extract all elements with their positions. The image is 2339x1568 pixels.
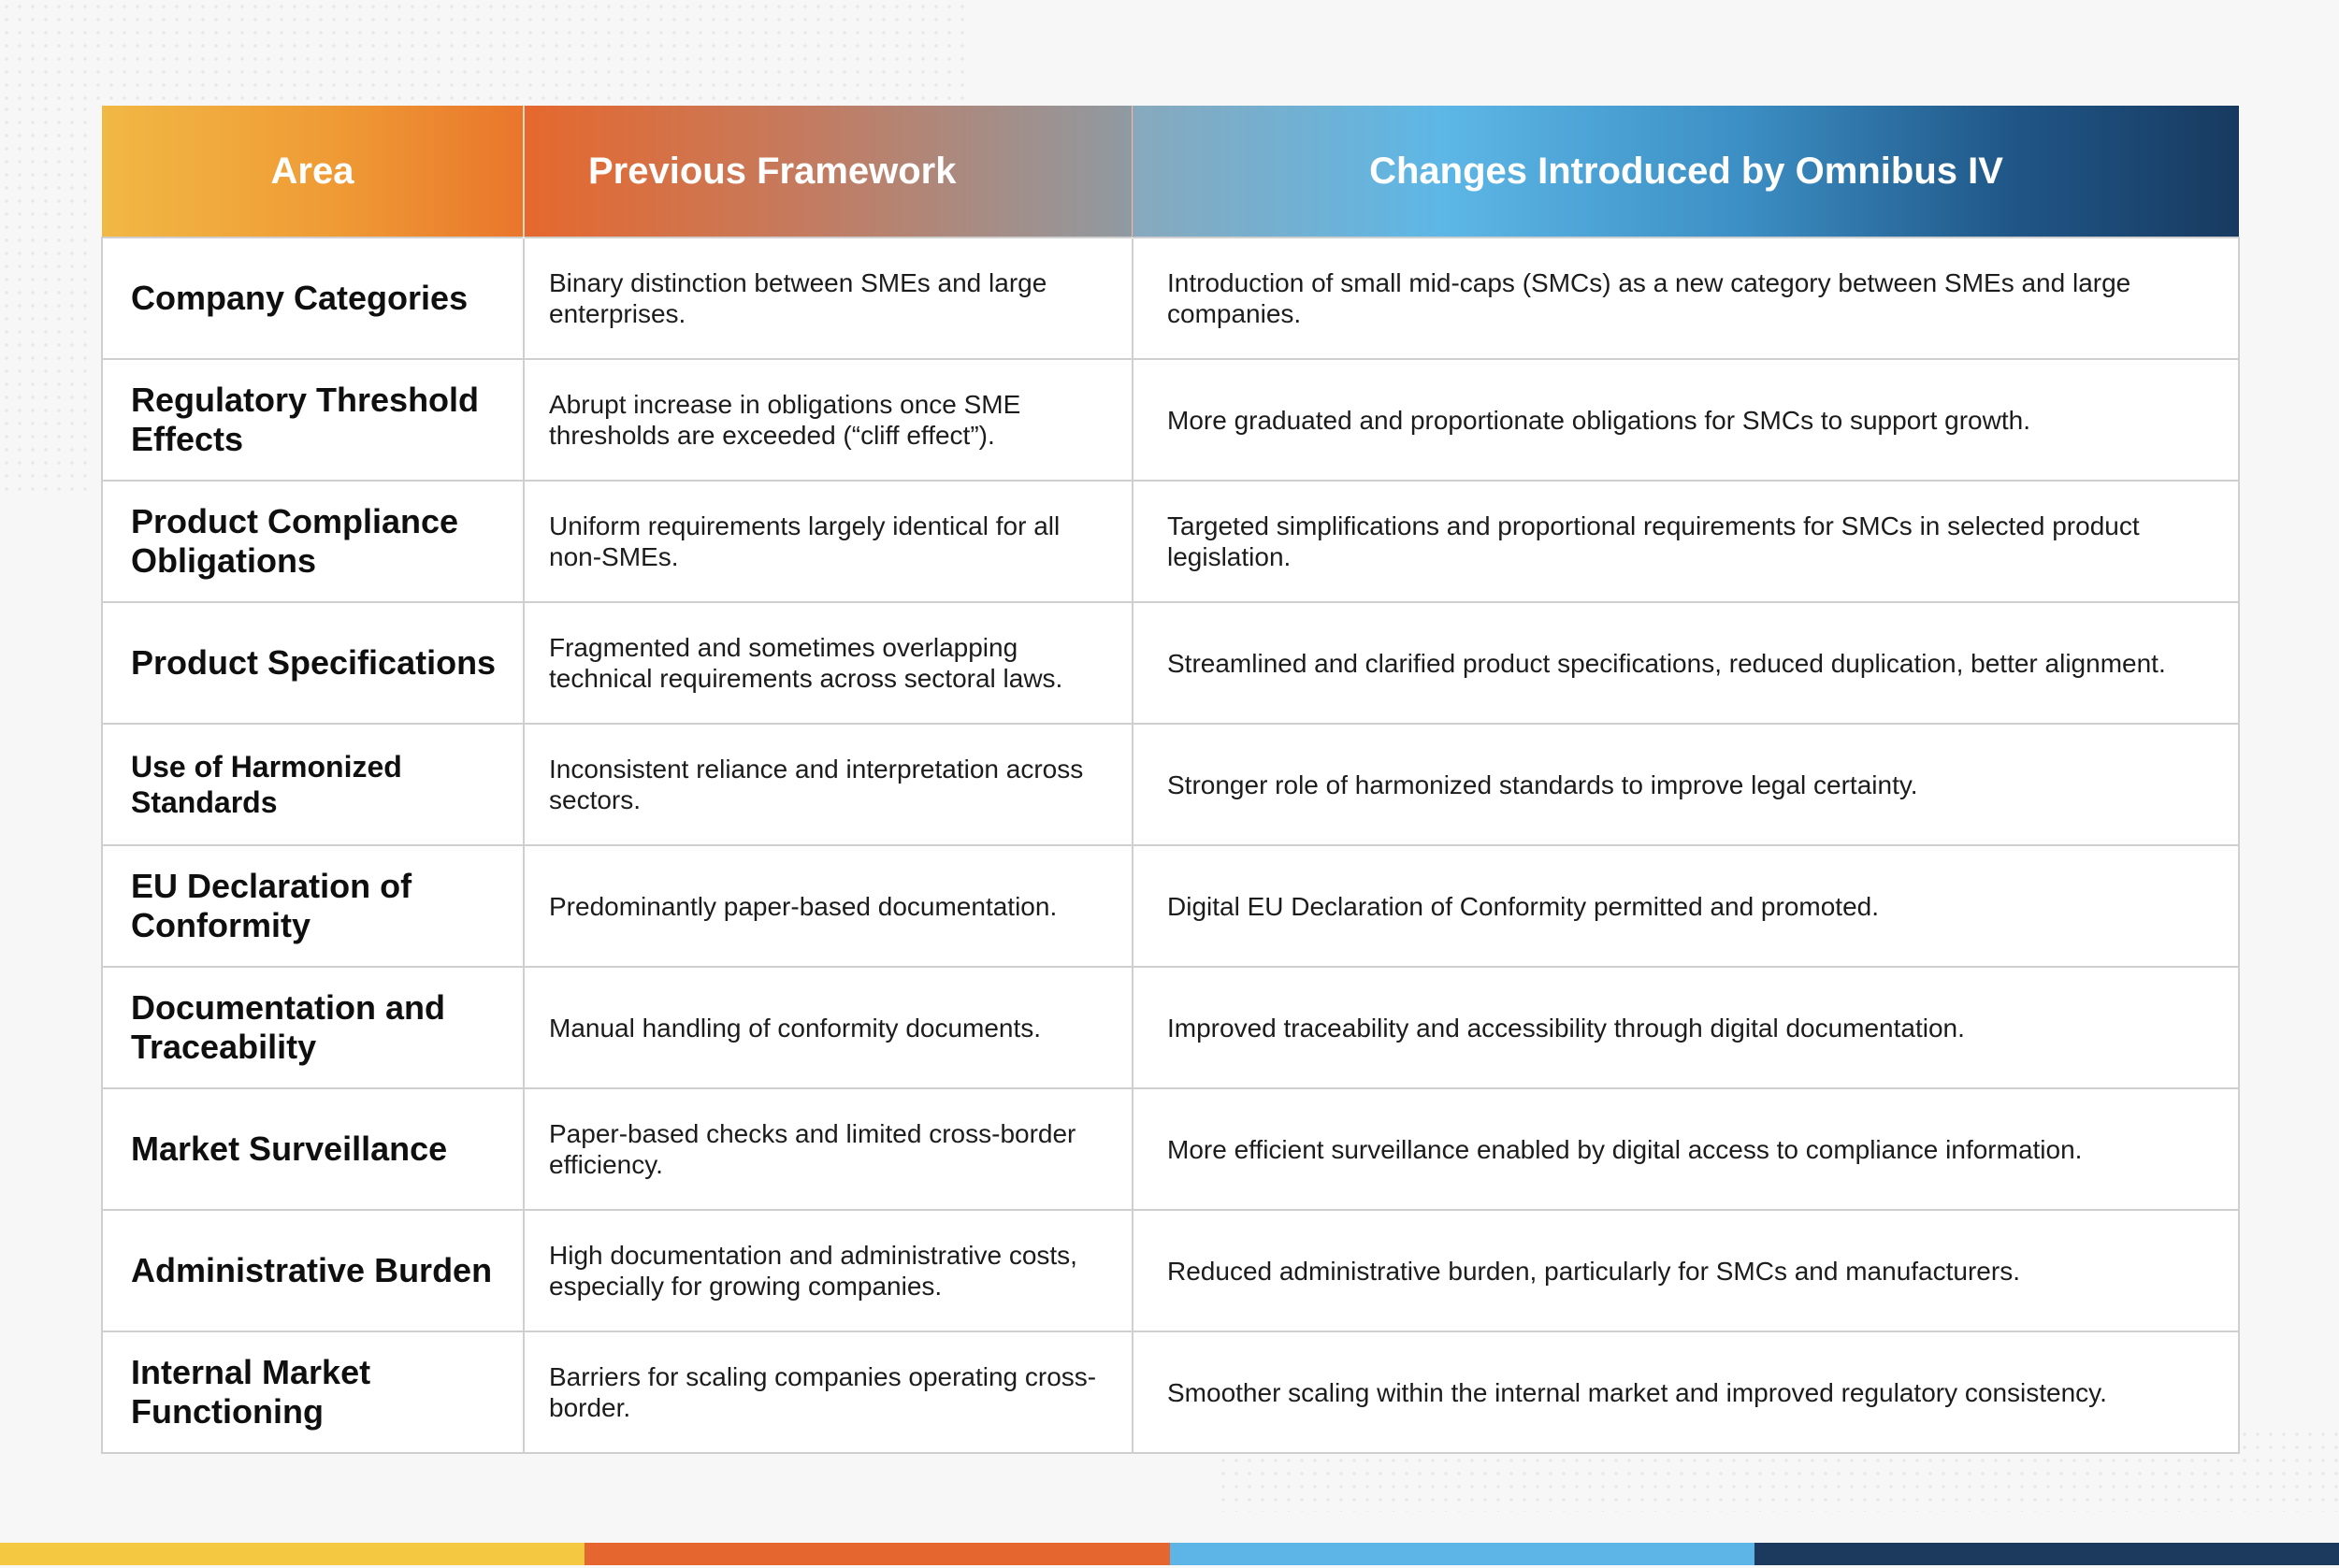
table-row bbox=[102, 481, 2239, 602]
comparison-table bbox=[101, 106, 2240, 1454]
changes-cell: Smoother scaling within the internal market and improved regulatory consistency. bbox=[1133, 1331, 2239, 1453]
previous-cell: Paper-based checks and limited cross-border efficiency. bbox=[524, 1088, 1133, 1210]
area-cell: Product Compliance Obligations bbox=[102, 481, 524, 602]
changes-cell: Stronger role of harmonized standards to improve legal certainty. bbox=[1133, 724, 2239, 845]
table-row bbox=[102, 845, 2239, 967]
previous-cell: Predominantly paper-based documentation. bbox=[524, 845, 1133, 967]
table-row bbox=[102, 1331, 2239, 1453]
previous-cell: High documentation and administrative costs, especially for growing companies. bbox=[524, 1210, 1133, 1331]
table-row bbox=[102, 1210, 2239, 1331]
area-cell: Market Surveillance bbox=[102, 1088, 524, 1210]
changes-cell: Digital EU Declaration of Conformity permitted and promoted. bbox=[1133, 845, 2239, 967]
changes-cell: More efficient surveillance enabled by digital access to compliance information. bbox=[1133, 1088, 2239, 1210]
previous-cell: Barriers for scaling companies operating cross-border. bbox=[524, 1331, 1133, 1453]
dot-pattern-top-left bbox=[0, 0, 973, 103]
area-cell: Use of Harmonized Standards bbox=[102, 724, 524, 845]
area-cell: Company Categories bbox=[102, 237, 524, 359]
changes-cell: More graduated and proportionate obligations for SMCs to support growth. bbox=[1133, 359, 2239, 481]
area-cell: Internal Market Functioning bbox=[102, 1331, 524, 1453]
header-area: Area bbox=[102, 106, 524, 237]
changes-cell: Improved traceability and accessibility through digital documentation. bbox=[1133, 967, 2239, 1088]
bar-segment-navy bbox=[1754, 1543, 2339, 1565]
area-cell: Documentation and Traceability bbox=[102, 967, 524, 1088]
bar-segment-orange bbox=[585, 1543, 1169, 1565]
changes-cell: Introduction of small mid-caps (SMCs) as a new category between SMEs and large companies. bbox=[1133, 237, 2239, 359]
previous-cell: Fragmented and sometimes overlapping technical requirements across sectoral laws. bbox=[524, 602, 1133, 724]
changes-cell: Targeted simplifications and proportional requirements for SMCs in selected product legislation. bbox=[1133, 481, 2239, 602]
table-body bbox=[102, 237, 2239, 1453]
previous-cell: Inconsistent reliance and interpretation across sectors. bbox=[524, 724, 1133, 845]
table-row bbox=[102, 359, 2239, 481]
area-cell: Product Specifications bbox=[102, 602, 524, 724]
changes-cell: Reduced administrative burden, particularly for SMCs and manufacturers. bbox=[1133, 1210, 2239, 1331]
area-cell: Administrative Burden bbox=[102, 1210, 524, 1331]
table-row bbox=[102, 724, 2239, 845]
comparison-table-container bbox=[101, 106, 2238, 1454]
table-row bbox=[102, 1088, 2239, 1210]
table-header bbox=[102, 106, 2239, 237]
table-row bbox=[102, 237, 2239, 359]
bottom-color-bar bbox=[0, 1543, 2339, 1565]
header-changes: Changes Introduced by Omnibus IV bbox=[1133, 106, 2239, 237]
area-cell: EU Declaration of Conformity bbox=[102, 845, 524, 967]
previous-cell: Uniform requirements largely identical for all non-SMEs. bbox=[524, 481, 1133, 602]
table-row bbox=[102, 967, 2239, 1088]
bar-segment-yellow bbox=[0, 1543, 585, 1565]
previous-cell: Binary distinction between SMEs and large enterprises. bbox=[524, 237, 1133, 359]
bar-segment-blue bbox=[1170, 1543, 1754, 1565]
header-row bbox=[102, 106, 2239, 237]
header-previous-framework: Previous Framework bbox=[524, 106, 1133, 237]
changes-cell: Streamlined and clarified product specifications, reduced duplication, better alignment. bbox=[1133, 602, 2239, 724]
previous-cell: Abrupt increase in obligations once SME thresholds are exceeded (“cliff effect”). bbox=[524, 359, 1133, 481]
previous-cell: Manual handling of conformity documents. bbox=[524, 967, 1133, 1088]
dot-pattern-left bbox=[0, 103, 94, 496]
table-row bbox=[102, 602, 2239, 724]
area-cell: Regulatory Threshold Effects bbox=[102, 359, 524, 481]
